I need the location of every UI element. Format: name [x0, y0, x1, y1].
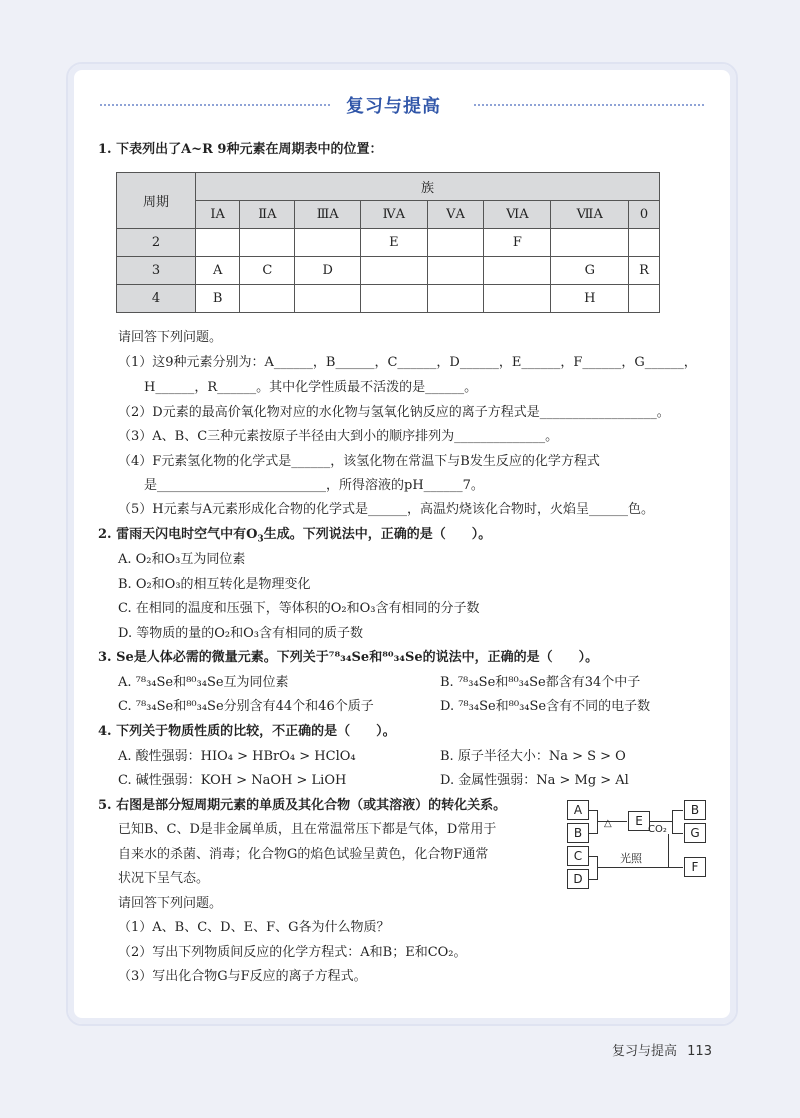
- table-row: [117, 257, 660, 285]
- footer-section: 复习与提高: [612, 1044, 678, 1059]
- table-cell: H: [551, 285, 629, 313]
- table-cell: [629, 285, 660, 313]
- q1-sub4-line2: 是__________________________，所得溶液的pH______7。: [144, 478, 484, 493]
- q4-option-d: D. 金属性强弱：Na > Mg > Al: [440, 773, 629, 788]
- q1-sub3: （3）A、B、C三种元素按原子半径由大到小的顺序排列为______________。: [118, 429, 559, 444]
- table-cell: [240, 229, 295, 257]
- group-cell: 0: [629, 201, 660, 229]
- table-cell: [551, 229, 629, 257]
- group-cell: ⅦA: [551, 201, 629, 229]
- table-row: [117, 229, 660, 257]
- table-cell: [196, 229, 240, 257]
- page-number: 113: [687, 1044, 712, 1059]
- heat-symbol: △: [604, 818, 612, 829]
- q1-sub4-line1: （4）F元素氢化物的化学式是______，该氢化物在常温下与B发生反应的化学方程式: [118, 454, 600, 469]
- q1-sub1-line1: （1）这9种元素分别为：A______，B______，C______，D______，E______，F______，G______，: [118, 355, 697, 370]
- table-cell: [360, 257, 427, 285]
- group-cell: ⅠA: [196, 201, 240, 229]
- conversion-diagram: [560, 800, 720, 890]
- q5-sub1: （1）A、B、C、D、E、F、G各为什么物质？: [118, 920, 390, 935]
- q4-stem: 4. 下列关于物质性质的比较，不正确的是（ ）。: [98, 724, 396, 739]
- table-cell: [427, 285, 484, 313]
- q1-sub5: （5）H元素与A元素形成化合物的化学式是______，高温灼烧该化合物时，火焰呈______色。: [118, 502, 654, 517]
- table-cell: A: [196, 257, 240, 285]
- q2-option-a: A. O₂和O₃互为同位素: [118, 552, 246, 567]
- q3-option-c: C. ⁷⁸₃₄Se和⁸⁰₃₄Se分别含有44个和46个质子: [118, 699, 374, 714]
- q5-sub3: （3）写出化合物G与F反应的离子方程式。: [118, 969, 367, 984]
- q2-option-c: C. 在相同的温度和压强下，等体积的O₂和O₃含有相同的分子数: [118, 601, 480, 616]
- diagram-box-d: D: [567, 869, 589, 889]
- table-cell: [360, 285, 427, 313]
- table-cell: F: [484, 229, 551, 257]
- q2-stem-part1: 2. 雷雨天闪电时空气中有O: [98, 527, 258, 542]
- q2-option-b: B. O₂和O₃的相互转化是物理变化: [118, 577, 311, 592]
- table-cell: D: [295, 257, 361, 285]
- co2-label: CO₂: [648, 824, 667, 835]
- q4-option-c: C. 碱性强弱：KOH > NaOH > LiOH: [118, 773, 347, 788]
- q1-stem: 1. 下表列出了A~R 9种元素在周期表中的位置：: [98, 142, 383, 157]
- q5-line2: 已知B、C、D是非金属单质，且在常温常压下都是气体，D常用于: [118, 822, 497, 837]
- group-cell: ⅢA: [295, 201, 361, 229]
- q5-line1: 5. 右图是部分短周期元素的单质及其化合物（或其溶液）的转化关系。: [98, 798, 507, 813]
- q1-prompt: 请回答下列问题。: [118, 330, 223, 345]
- period-cell: 4: [117, 285, 196, 313]
- table-cell: B: [196, 285, 240, 313]
- periodic-table: [116, 172, 660, 313]
- table-cell: [427, 257, 484, 285]
- q5-prompt: 请回答下列问题。: [118, 896, 223, 911]
- q3-option-b: B. ⁷⁸₃₄Se和⁸⁰₃₄Se都含有34个中子: [440, 675, 641, 690]
- table-cell: R: [629, 257, 660, 285]
- section-title: 复习与提高: [346, 96, 441, 117]
- group-cell: ⅡA: [240, 201, 295, 229]
- table-cell: C: [240, 257, 295, 285]
- table-row: [117, 285, 660, 313]
- q3-option-a: A. ⁷⁸₃₄Se和⁸⁰₃₄Se互为同位素: [118, 675, 289, 690]
- group-cell: ⅣA: [360, 201, 427, 229]
- table-cell: [427, 229, 484, 257]
- table-cell: [295, 229, 361, 257]
- period-cell: 2: [117, 229, 196, 257]
- diagram-box-g: G: [684, 823, 706, 843]
- q4-option-a: A. 酸性强弱：HIO₄ > HBrO₄ > HClO₄: [118, 749, 356, 764]
- table-cell: E: [360, 229, 427, 257]
- light-label: 光照: [620, 852, 642, 865]
- q3-stem: 3. Se是人体必需的微量元素。下列关于⁷⁸₃₄Se和⁸⁰₃₄Se的说法中，正确的是（ ）。: [98, 650, 599, 665]
- q1-sub2: （2）D元素的最高价氧化物对应的水化物与氢氧化钠反应的离子方程式是__________________。: [118, 405, 670, 420]
- table-cell: [484, 257, 551, 285]
- q5-sub2: （2）写出下列物质间反应的化学方程式：A和B；E和CO₂。: [118, 945, 467, 960]
- diagram-box-f: F: [684, 857, 706, 877]
- q2-stem-part2: 生成。下列说法中，正确的是（ ）。: [263, 527, 492, 542]
- q3-option-d: D. ⁷⁸₃₄Se和⁸⁰₃₄Se含有不同的电子数: [440, 699, 651, 714]
- period-header: 周期: [117, 173, 196, 229]
- section-header: [100, 92, 704, 116]
- table-cell: [240, 285, 295, 313]
- q5-line3: 自来水的杀菌、消毒；化合物G的焰色试验呈黄色，化合物F通常: [118, 847, 489, 862]
- diagram-box-b-product: B: [684, 800, 706, 820]
- period-cell: 3: [117, 257, 196, 285]
- diagram-box-e: E: [628, 811, 650, 831]
- table-cell: [629, 229, 660, 257]
- header-dotted-line-right: [474, 104, 704, 106]
- q2-stem: 2. 雷雨天闪电时空气中有$O_3$生成。下列说法中，正确的是（ ）。: [98, 527, 492, 545]
- q2-option-d: D. 等物质的量的O₂和O₃含有相同的质子数: [118, 626, 363, 641]
- header-dotted-line-left: [100, 104, 330, 106]
- table-cell: G: [551, 257, 629, 285]
- table-cell: [295, 285, 361, 313]
- diagram-box-b: B: [567, 823, 589, 843]
- q4-option-b: B. 原子半径大小：Na > S > O: [440, 749, 626, 764]
- group-cell: ⅥA: [484, 201, 551, 229]
- q1-sub1-line2: H______，R______。其中化学性质最不活泼的是______。: [144, 380, 478, 395]
- group-header: 族: [196, 173, 660, 201]
- diagram-box-c: C: [567, 846, 589, 866]
- table-cell: [484, 285, 551, 313]
- page-footer: [612, 1040, 712, 1059]
- diagram-box-a: A: [567, 800, 589, 820]
- q5-line4: 状况下呈气态。: [118, 871, 210, 886]
- group-cell: ⅤA: [427, 201, 484, 229]
